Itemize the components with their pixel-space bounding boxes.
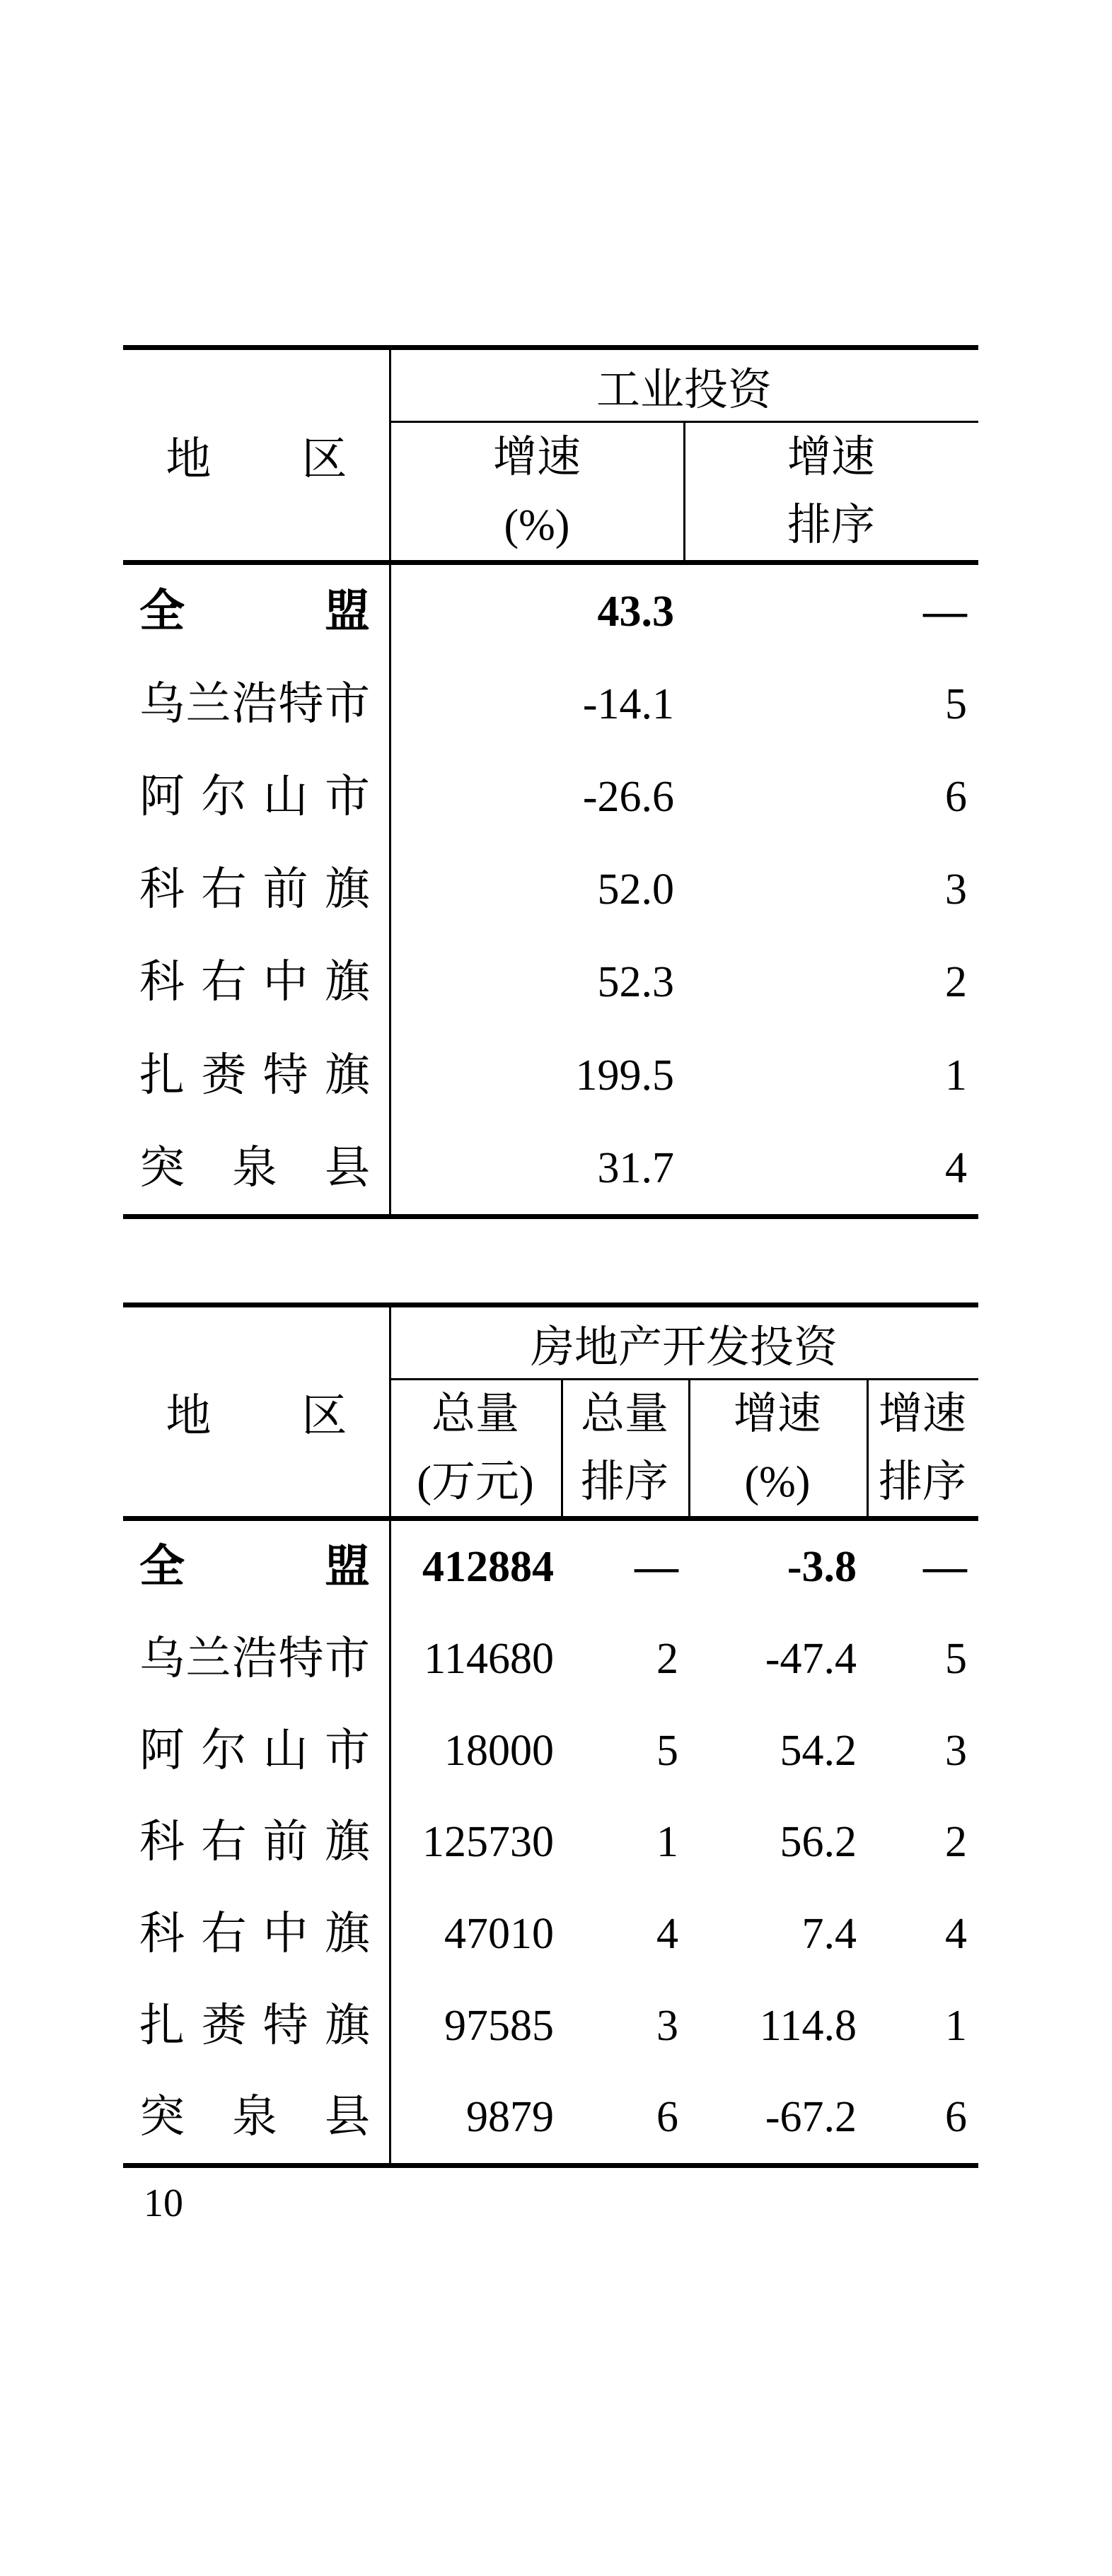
table-row bbox=[123, 1705, 1101, 1797]
region-cell: 扎赉特旗 bbox=[139, 2000, 370, 2051]
growth-rank-cell: 2 bbox=[945, 1818, 967, 1866]
group-header-label: 房地产开发投资 bbox=[530, 1323, 838, 1372]
growth-value-cell: 56.2 bbox=[780, 1818, 857, 1866]
table1-region-header-cell bbox=[123, 350, 390, 560]
growth-value-cell: -3.8 bbox=[787, 1543, 857, 1591]
growth-rank-cell: 4 bbox=[945, 1143, 967, 1192]
growth-value-cell: -67.2 bbox=[765, 2093, 857, 2141]
column-header-line1: 增速 bbox=[733, 1390, 821, 1438]
table-row bbox=[123, 1796, 1101, 1888]
column-header-line2: (万元) bbox=[417, 1458, 534, 1506]
table2-header-bottom-border bbox=[123, 1516, 978, 1521]
total-value-cell: 412884 bbox=[422, 1543, 554, 1591]
growth-value-cell: 114.8 bbox=[759, 2002, 857, 2050]
table1-column-header-growth-rank bbox=[684, 423, 978, 560]
table2-top-border bbox=[123, 1302, 978, 1307]
region-header-label: 地 区 bbox=[166, 433, 347, 484]
region-cell: 乌兰浩特市 bbox=[139, 1633, 370, 1684]
growth-rank-cell: 6 bbox=[945, 2093, 967, 2141]
page-number: 10 bbox=[144, 2181, 183, 2225]
total-value-cell: 114680 bbox=[424, 1635, 554, 1683]
region-cell: 科右中旗 bbox=[139, 956, 370, 1007]
total-value-cell: 18000 bbox=[444, 1727, 554, 1775]
growth-rank-cell: — bbox=[923, 1543, 967, 1591]
growth-value-cell: 43.3 bbox=[597, 587, 674, 636]
region-cell: 科右中旗 bbox=[139, 1908, 370, 1959]
table1-header-bottom-border bbox=[123, 560, 978, 565]
total-rank-cell: 3 bbox=[656, 2002, 678, 2050]
table-row bbox=[123, 843, 1101, 936]
table-row bbox=[123, 1121, 1101, 1214]
region-cell: 突泉县 bbox=[139, 1142, 370, 1193]
table2-column-header-growth-rank bbox=[867, 1380, 978, 1516]
region-cell: 阿尔山市 bbox=[139, 771, 370, 822]
growth-value-cell: -14.1 bbox=[582, 680, 674, 728]
growth-value-cell: 31.7 bbox=[597, 1143, 674, 1192]
column-header-line2: (%) bbox=[744, 1458, 811, 1506]
table2-region-header-cell bbox=[123, 1307, 390, 1516]
growth-value-cell: 52.3 bbox=[597, 957, 674, 1006]
growth-rank-cell: 5 bbox=[945, 1635, 967, 1683]
table2-column-header-total bbox=[390, 1380, 561, 1516]
table-row bbox=[123, 1888, 1101, 1980]
table2-column-header-total-rank bbox=[561, 1380, 688, 1516]
column-header-line1: 增速 bbox=[878, 1390, 966, 1438]
column-header-line2: 排序 bbox=[787, 501, 875, 549]
region-cell: 全盟 bbox=[139, 585, 370, 636]
growth-value-cell: 199.5 bbox=[575, 1051, 674, 1100]
table-row bbox=[123, 1521, 1101, 1613]
growth-value-cell: -47.4 bbox=[765, 1635, 857, 1683]
table1-group-header-cell bbox=[390, 350, 978, 421]
region-cell: 突泉县 bbox=[139, 2092, 370, 2142]
column-header-line2: 排序 bbox=[580, 1458, 668, 1506]
growth-rank-cell: 2 bbox=[945, 957, 967, 1006]
total-value-cell: 9879 bbox=[466, 2093, 554, 2141]
region-cell: 扎赉特旗 bbox=[139, 1049, 370, 1100]
total-rank-cell: 6 bbox=[656, 2093, 678, 2141]
total-value-cell: 97585 bbox=[444, 2002, 554, 2050]
table-row bbox=[123, 1029, 1101, 1121]
table-row bbox=[123, 1613, 1101, 1705]
growth-rank-cell: 1 bbox=[945, 1051, 967, 1100]
growth-rank-cell: 3 bbox=[945, 865, 967, 914]
growth-value-cell: 54.2 bbox=[780, 1727, 857, 1775]
growth-value-cell: 7.4 bbox=[801, 1910, 857, 1958]
growth-rank-cell: 3 bbox=[945, 1727, 967, 1775]
growth-rank-cell: 6 bbox=[945, 772, 967, 821]
total-value-cell: 47010 bbox=[444, 1910, 554, 1958]
region-cell: 全盟 bbox=[139, 1541, 370, 1592]
total-rank-cell: 1 bbox=[656, 1818, 678, 1866]
growth-rank-cell: 5 bbox=[945, 680, 967, 728]
growth-rank-cell: 1 bbox=[945, 2002, 967, 2050]
table1-column-header-growth bbox=[390, 423, 684, 560]
total-rank-cell: 4 bbox=[656, 1910, 678, 1958]
region-cell: 乌兰浩特市 bbox=[139, 678, 370, 729]
column-header-line2: (%) bbox=[504, 501, 570, 549]
table2-column-header-growth bbox=[688, 1380, 867, 1516]
total-rank-cell: 5 bbox=[656, 1727, 678, 1775]
region-cell: 科右前旗 bbox=[139, 863, 370, 914]
growth-value-cell: -26.6 bbox=[582, 772, 674, 821]
column-header-line1: 总量 bbox=[431, 1390, 519, 1438]
growth-rank-cell: 4 bbox=[945, 1910, 967, 1958]
table-row bbox=[123, 1980, 1101, 2072]
region-cell: 阿尔山市 bbox=[139, 1725, 370, 1776]
table2-group-header-cell bbox=[390, 1307, 978, 1378]
column-header-line1: 总量 bbox=[580, 1390, 668, 1438]
total-rank-cell: 2 bbox=[656, 1635, 678, 1683]
column-header-line2: 排序 bbox=[878, 1458, 966, 1506]
table-row bbox=[123, 565, 1101, 658]
total-value-cell: 125730 bbox=[422, 1818, 554, 1866]
growth-rank-cell: — bbox=[923, 587, 967, 636]
table1-top-border bbox=[123, 345, 978, 350]
column-header-line1: 增速 bbox=[787, 433, 875, 482]
total-rank-cell: — bbox=[635, 1543, 678, 1591]
table2-bottom-border bbox=[123, 2163, 978, 2168]
region-cell: 科右前旗 bbox=[139, 1817, 370, 1867]
table-row bbox=[123, 936, 1101, 1028]
column-header-line1: 增速 bbox=[492, 433, 581, 482]
table-row bbox=[123, 658, 1101, 750]
region-header-label: 地 区 bbox=[166, 1390, 347, 1441]
table1-bottom-border bbox=[123, 1214, 978, 1219]
group-header-label: 工业投资 bbox=[596, 366, 772, 414]
growth-value-cell: 52.0 bbox=[597, 865, 674, 914]
table-row bbox=[123, 2071, 1101, 2163]
table-row bbox=[123, 750, 1101, 843]
